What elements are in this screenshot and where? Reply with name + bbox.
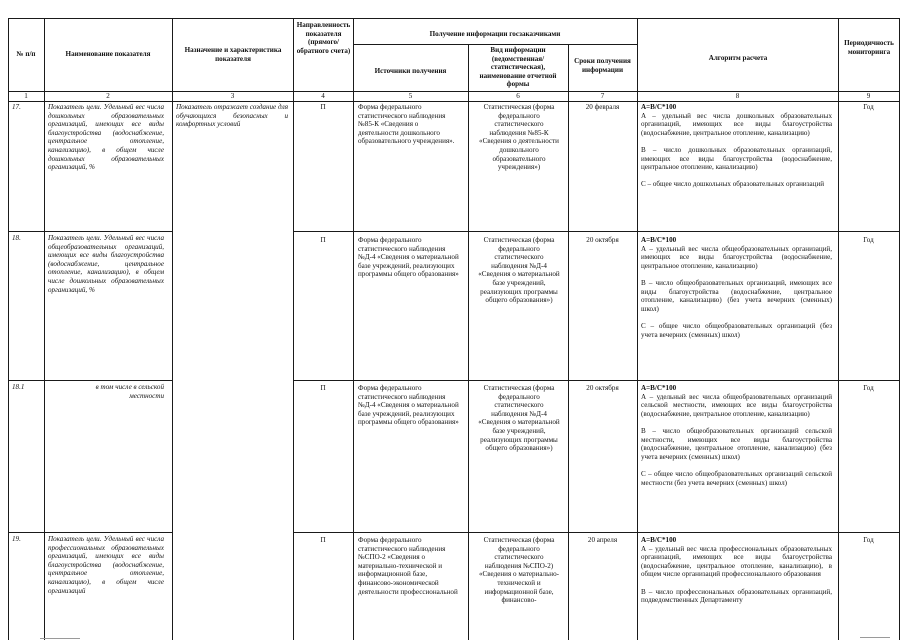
row-181-name: в том числе в сельской местности	[95, 383, 164, 400]
row-17-period: Год	[863, 103, 874, 111]
header-period: Периодичность мониторинга	[844, 39, 894, 56]
row-18-period: Год	[863, 236, 874, 244]
row-19-source: Форма федерального статистического наблюдения №СПО-2 «Сведения о материально-технической и информационной базе, финансово-экономической деятельности профессиональной	[358, 536, 458, 596]
row-17-term: 20 февраля	[585, 103, 620, 111]
algo-line: В – число профессиональных образовательных организаций, подведомственных Департаменту	[641, 587, 832, 605]
row-18-algorithm	[641, 236, 832, 378]
row-19-algorithm	[641, 536, 832, 640]
algo-line: А – удельный вес числа профессиональных образовательных организаций, имеющих все виды благоустройства (водоснабжение, центральное отопление, канализацию), в общем числе организаций профессионального образования	[641, 544, 832, 579]
row-18-num: 18.	[12, 234, 21, 242]
row-181-bottom-border-right	[293, 532, 899, 533]
row-17-name: Показатель цели. Удельный вес числа дошкольных образовательных организаций, имеющих все виды благоустройства (водоснабжение, центральное отопление, канализацию), в общем числе дошкольных образовательных организаций, %	[48, 103, 164, 172]
header-direction: Направленность показателя (прямого/обратного счета)	[296, 21, 351, 55]
col-number: 6	[516, 92, 520, 100]
col-border-1	[44, 18, 45, 640]
row-19-num: 19.	[12, 535, 21, 543]
formula: А=В/С*100	[641, 384, 677, 392]
col-number: 7	[600, 92, 605, 100]
row-18-direction: П	[320, 236, 326, 244]
row-17-direction: П	[320, 103, 326, 111]
row-17-bottom-border	[8, 231, 172, 232]
col-border-6	[568, 44, 569, 640]
row-181-bottom-border	[8, 532, 172, 533]
col-border-5	[468, 44, 469, 640]
algo-line: В – число дошкольных образовательных организаций, имеющих все виды благоустройства (водоснабжение, центральное отопление, канализацию)	[641, 145, 832, 172]
row-17-num: 17.	[12, 103, 21, 111]
row-18-bottom-border-right	[293, 380, 899, 381]
spacer	[641, 579, 832, 588]
algo-line: А – удельный вес числа дошкольных образовательных организаций, имеющих все виды благоустройства (водоснабжение, центральное отопление, канализацию)	[641, 111, 832, 137]
algo-line: А – удельный вес числа общеобразовательных организаций, имеющих все виды благоустройства (водоснабжение, центральное отопление, канализацию)	[641, 244, 832, 270]
header-num: № п/п	[16, 50, 36, 58]
spacer	[641, 461, 832, 470]
row-181-num: 18.1	[12, 383, 25, 391]
algo-line: С – общее число общеобразовательных организаций сельской местности (без учета вечерних (сменных) школ)	[641, 469, 832, 487]
spacer	[641, 270, 832, 279]
col-border-4	[353, 18, 354, 640]
algo-line: В – число общеобразовательных организаций сельской местности, имеющих все виды благоустройства (водоснабжение, центральное отопление, канализацию) (без учета вечерних (сменных) школ)	[641, 426, 832, 461]
col-number: 2	[106, 92, 110, 100]
row-181-direction: П	[320, 384, 326, 392]
spacer	[641, 418, 832, 427]
row-181-algorithm	[641, 384, 832, 530]
col-numbers-bottom-border	[8, 101, 899, 102]
header-info-type: Вид информации (ведомственная/ статистическая), наименование отчетной формы	[479, 46, 557, 89]
algo-line: С – общее число общеобразовательных организаций (без учета вечерних (сменных) школ)	[641, 321, 832, 339]
col-border-0	[8, 18, 9, 640]
row-181-info-type: Статистическая (форма федерального статистического наблюдения №Д-4 «Сведения о материальной базе учреждений, реализующих программы общего образования»)	[478, 384, 560, 453]
spacer	[641, 313, 832, 322]
row-19-info-type: Статистическая (форма федерального статистического наблюдения №СПО-2) «Сведения о материально-технической и информационной базе, финансово-	[478, 536, 560, 605]
col-border-7	[637, 18, 638, 640]
col-border-2	[172, 18, 173, 640]
col-number: 3	[230, 92, 235, 100]
header-algorithm: Алгоритм расчета	[708, 54, 768, 62]
row-17-source: Форма федерального статистического наблюдения №85-К «Сведения о деятельности дошкольного образовательного учреждения».	[358, 103, 455, 146]
col-border-9	[899, 18, 900, 640]
algo-line: С – общее число дошкольных образовательных организаций	[641, 180, 825, 189]
spacer	[641, 172, 832, 181]
col-number: 4	[321, 92, 325, 100]
formula: А=В/С*100	[641, 236, 677, 244]
spacer	[641, 137, 832, 146]
row-19-name: Показатель цели. Удельный вес числа профессиональных образовательных организаций, имеющих все виды благоустройства (водоснабжение, центральное отопление, канализацию), в общем числе организаций	[48, 535, 164, 595]
scan-mark	[40, 638, 80, 639]
row-18-name: Показатель цели. Удельный вес числа общеобразовательных организаций, имеющих все виды благоустройства (водоснабжение, центральное отопление, канализацию), в общем числе дошкольных образовательных организаций, %	[48, 234, 164, 294]
col-number: 9	[866, 92, 871, 100]
row-19-period: Год	[863, 536, 874, 544]
row-18-bottom-border	[8, 380, 172, 381]
row-18-source: Форма федерального статистического наблюдения №Д-4 «Сведения о материальной базе учреждений, реализующих программы общего образования»	[358, 236, 459, 279]
row-17-purpose: Показатель отражает создание для обучающихся безопасных и комфортных условий	[176, 103, 288, 129]
formula: А=В/С*100	[641, 536, 677, 544]
row-17-algorithm	[641, 103, 832, 230]
row-19-direction: П	[320, 536, 326, 544]
header-sources: Источники получения	[374, 67, 447, 75]
formula: А=В/С*100	[641, 103, 677, 111]
header-name: Наименование показателя	[65, 50, 151, 58]
table-top-border	[8, 18, 899, 19]
scan-mark	[860, 637, 890, 638]
col-number: 1	[24, 92, 28, 100]
col-number: 8	[735, 92, 740, 100]
row-18-term: 20 октября	[586, 236, 619, 244]
row-181-period: Год	[863, 384, 874, 392]
row-17-bottom-border-right	[293, 231, 899, 232]
row-19-term: 20 апреля	[587, 536, 618, 544]
row-17-info-type: Статистическая (форма федерального статистического наблюдения №85-К «Сведения о деятельности дошкольного образовательного учреждения»)	[479, 103, 559, 172]
col-number: 5	[408, 92, 413, 100]
header-gov: Получение информации госзаказчиками	[429, 30, 561, 38]
gov-header-divider	[353, 44, 637, 45]
row-181-term: 20 октября	[586, 384, 619, 392]
algo-line: А – удельный вес числа общеобразовательных организаций сельской местности, имеющих все виды благоустройства (водоснабжение, центральное отопление, канализацию)	[641, 392, 832, 418]
row-181-source: Форма федерального статистического наблюдения №Д-4 «Сведения о материальной базе учреждений, реализующих программы общего образования»	[358, 384, 459, 427]
header-purpose: Назначение и характеристика показателя	[184, 46, 282, 63]
algo-line: В – число общеобразовательных организаций, имеющих все виды благоустройства (водоснабжение, центральное отопление, канализацию) (без учета вечерних (сменных) школ)	[641, 278, 832, 313]
row-18-info-type: Статистическая (форма федерального статистического наблюдения №Д-4 «Сведения о материальной базе учреждений, реализующих программы общего образования»)	[478, 236, 560, 305]
header-terms: Сроки получения информации	[574, 57, 631, 74]
